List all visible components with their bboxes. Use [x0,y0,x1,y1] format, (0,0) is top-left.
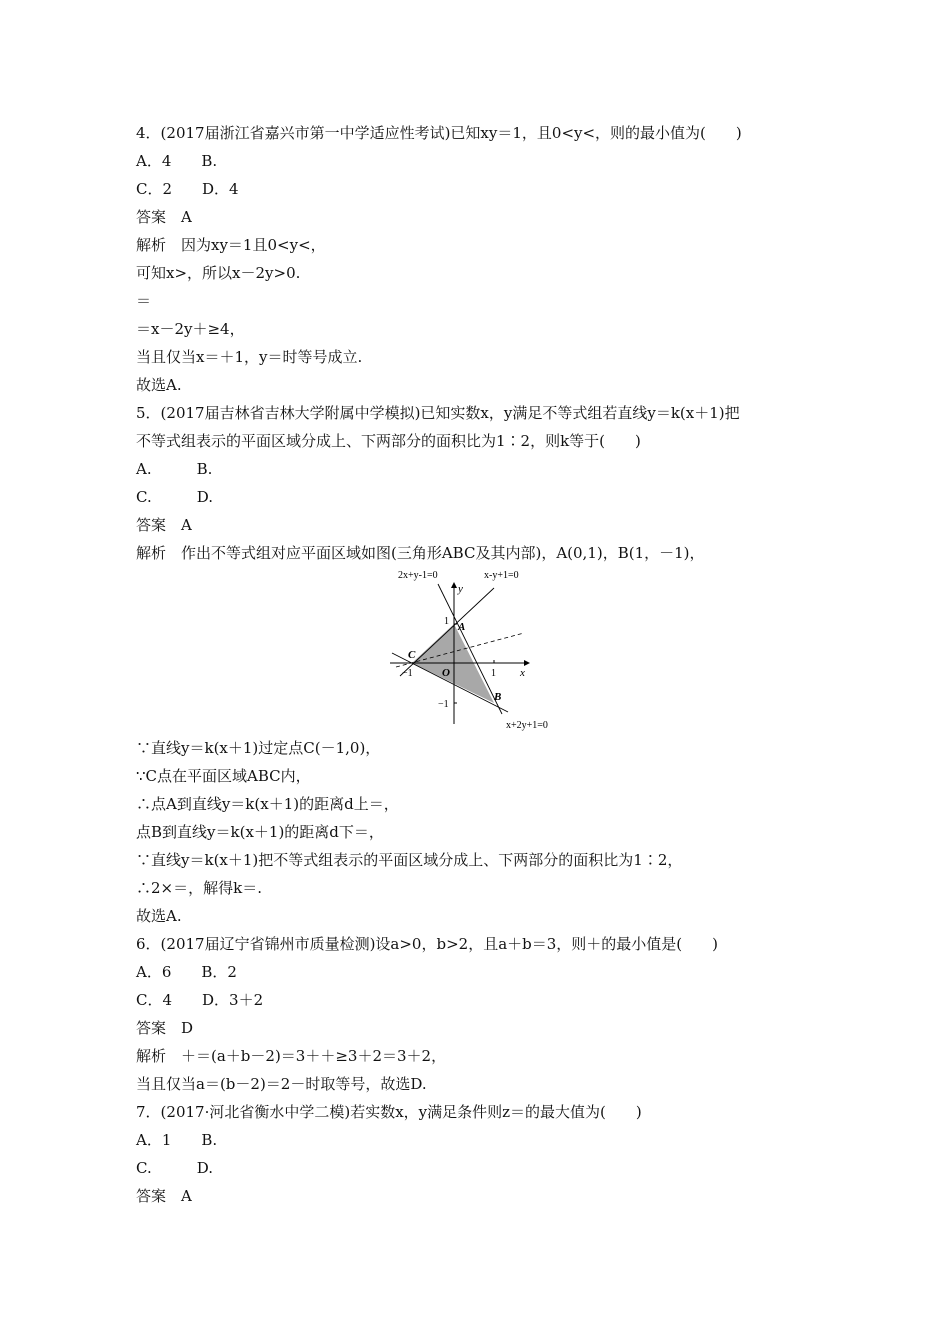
problem-4-solution-line: 可知x>，所以x－2y>0. [136,264,301,282]
problem-7-stem: 7．(2017·河北省衡水中学二模)若实数x，y满足条件则z＝的最大值为( ) [136,1103,642,1121]
tick-x1-label: 1 [491,668,496,679]
problem-5-stem: 5．(2017届吉林省吉林大学附属中学模拟)已知实数x，y满足不等式组若直线y＝k(x＋1)把 [136,404,740,422]
line1-label: 2x+y-1=0 [398,570,438,581]
problem-5-conclusion: 故选A. [136,907,182,925]
problem-4-solution-line: ＝x－2y＋≥4， [136,320,245,338]
problem-5-solution-line: ∵C点在平面区域ABC内， [136,767,311,785]
problem-5-options-ab: A. B. [136,460,213,478]
point-c-label: C [408,649,416,661]
problem-6-answer: 答案 D [136,1019,194,1037]
problem-5-solution-line: ∴点A到直线y＝k(x＋1)的距离d上＝， [136,795,399,813]
tick-xm1-label: −1 [402,668,413,679]
line2-label: x-y+1=0 [484,570,519,581]
tick-y1-label: 1 [444,616,449,627]
region-figure [384,566,574,734]
y-axis-arrow [451,582,457,588]
problem-5-solution-line: 点B到直线y＝k(x＋1)的距离d下＝， [136,823,384,841]
problem-7-options-ab: A．1 B. [136,1131,218,1149]
x-axis-label: x [520,667,525,679]
problem-5-stem-cont: 不等式组表示的平面区域分成上、下两部分的面积比为1∶2，则k等于( ) [136,432,641,450]
problem-4-solution-line: 当且仅当x＝＋1，y＝时等号成立. [136,348,363,366]
problem-4-options-ab: A．4 B. [136,152,218,170]
y-axis-label: y [458,583,463,595]
problem-4-options-cd: C．2 D．4 [136,180,239,198]
problem-5-options-cd: C. D. [136,488,213,506]
region-figure-svg [384,566,574,734]
problem-4-solution-line: ＝ [136,292,152,310]
x-axis-arrow [524,660,530,666]
problem-6-solution-line: 当且仅当a＝(b－2)＝2－时取等号，故选D. [136,1075,427,1093]
problem-5-solution-line: 解析 作出不等式组对应平面区域如图(三角形ABC及其内部)，A(0,1)，B(1，－1)， [136,544,705,562]
point-a-label: A [458,621,466,633]
tick-ym1-label: −1 [438,699,449,710]
problem-6-options-ab: A．6 B．2 [136,963,237,981]
problem-7-options-cd: C. D. [136,1159,213,1177]
problem-5-answer: 答案 A [136,516,192,534]
point-b-label: B [494,691,502,703]
problem-5-solution-line: ∵直线y＝k(x＋1)过定点C(－1,0)， [136,739,381,757]
problem-4-conclusion: 故选A. [136,376,182,394]
line3-label: x+2y+1=0 [506,720,548,731]
problem-4-stem: 4．(2017届浙江省嘉兴市第一中学适应性考试)已知xy＝1，且0<y<，则的最小值为( ) [136,124,742,142]
problem-4-answer: 答案 A [136,208,192,226]
problem-7-answer: 答案 A [136,1187,192,1205]
problem-6-options-cd: C．4 D．3＋2 [136,991,264,1009]
origin-label: O [442,667,450,679]
problem-6-stem: 6．(2017届辽宁省锦州市质量检测)设a>0，b>2，且a＋b＝3，则＋的最小值是( ) [136,935,718,953]
problem-5-solution-line: ∴2×＝，解得k＝. [136,879,262,897]
problem-6-solution-line: 解析 ＋＝(a＋b－2)＝3＋＋≥3＋2＝3＋2， [136,1047,447,1065]
problem-5-solution-line: ∵直线y＝k(x＋1)把不等式组表示的平面区域分成上、下两部分的面积比为1∶2， [136,851,683,869]
problem-4-solution-line: 解析 因为xy＝1且0<y<， [136,236,326,254]
